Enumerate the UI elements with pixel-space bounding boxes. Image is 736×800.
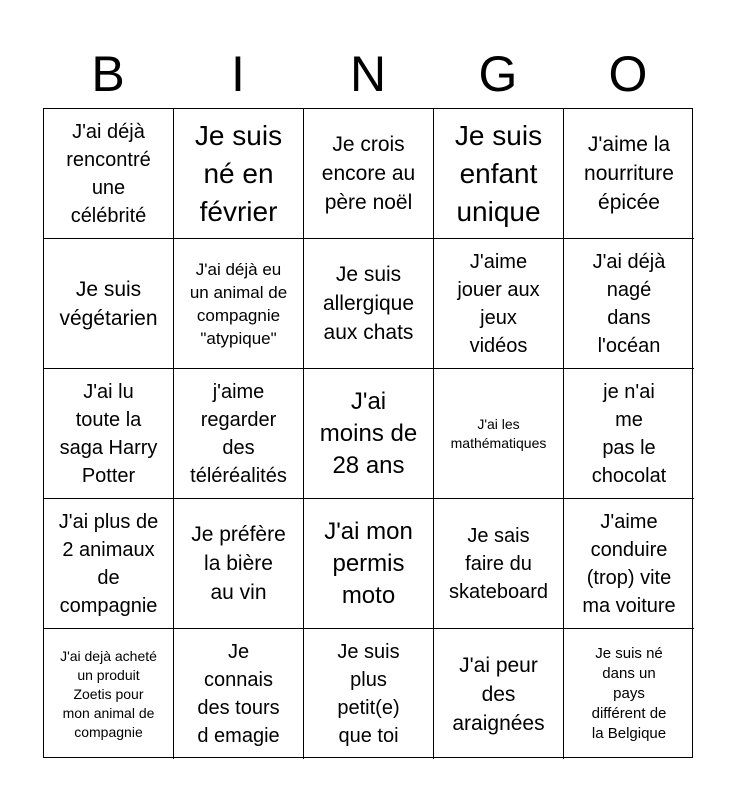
bingo-cell[interactable] — [304, 109, 434, 239]
cell-text: J'ai plus de 2 animaux de compagnie — [58, 510, 159, 617]
bingo-cell[interactable] — [564, 629, 694, 759]
bingo-cell[interactable] — [434, 499, 564, 629]
bingo-board — [43, 108, 693, 758]
cell-text: Je suis né en février — [194, 119, 283, 227]
cell-text: Je suis plus petit(e) que toi — [337, 641, 400, 747]
cell-text: Je crois encore au père noël — [321, 133, 416, 214]
bingo-cell[interactable] — [564, 239, 694, 369]
bingo-cell[interactable] — [174, 239, 304, 369]
header-letter-o: O — [608, 46, 648, 102]
bingo-cell[interactable] — [44, 109, 174, 239]
cell-text: Je connais des tours d emagie — [197, 641, 280, 747]
cell-text: J'aime conduire (trop) vite ma voiture — [582, 510, 676, 617]
cell-text: J'ai déjà eu un animal de compagnie "atypique" — [189, 259, 288, 348]
bingo-cell[interactable] — [44, 369, 174, 499]
bingo-cell[interactable] — [564, 499, 694, 629]
bingo-cell[interactable] — [304, 499, 434, 629]
bingo-cell[interactable] — [304, 369, 434, 499]
cell-text: Je suis enfant unique — [454, 119, 543, 227]
bingo-cell[interactable] — [304, 629, 434, 759]
bingo-cell[interactable] — [174, 499, 304, 629]
header-letter-g: G — [478, 46, 518, 102]
bingo-header — [43, 40, 693, 108]
bingo-cell[interactable] — [434, 239, 564, 369]
cell-text: je n'ai me pas le chocolat — [591, 380, 667, 487]
bingo-cell[interactable] — [44, 499, 174, 629]
cell-text: Je suis né dans un pays différent de la Belgique — [591, 645, 667, 742]
cell-text: Je sais faire du skateboard — [449, 524, 548, 603]
cell-text: J'ai lu toute la saga Harry Potter — [59, 380, 158, 487]
cell-text: j'aime regarder des téléréalités — [190, 380, 287, 487]
bingo-cell[interactable] — [564, 369, 694, 499]
bingo-cell[interactable] — [44, 629, 174, 759]
cell-text: J'aime la nourriture épicée — [584, 133, 674, 214]
bingo-cell[interactable] — [304, 239, 434, 369]
bingo-cell[interactable] — [174, 369, 304, 499]
cell-text: Je préfère la bière au vin — [191, 523, 286, 604]
cell-text: J'ai les mathématiques — [450, 415, 547, 451]
bingo-cell[interactable] — [44, 239, 174, 369]
cell-text: J'ai déjà nagé dans l'océan — [592, 250, 666, 357]
cell-text: J'ai peur des araignées — [452, 653, 545, 735]
cell-text: J'aime jouer aux jeux vidéos — [457, 250, 540, 357]
cell-text: Je suis allergique aux chats — [322, 263, 415, 344]
header-letter-b: B — [91, 46, 125, 102]
bingo-cell[interactable] — [434, 629, 564, 759]
bingo-cell[interactable] — [434, 109, 564, 239]
bingo-cell[interactable] — [174, 629, 304, 759]
cell-text: J'ai mon permis moto — [324, 517, 413, 609]
cell-text: J'ai déjà rencontré une célébrité — [66, 120, 151, 227]
bingo-cell[interactable] — [564, 109, 694, 239]
bingo-cell[interactable] — [434, 369, 564, 499]
bingo-cell[interactable] — [174, 109, 304, 239]
header-letter-n: N — [349, 46, 387, 102]
cell-text: J'ai dejà acheté un produit Zoetis pour mon animal de compagnie — [60, 647, 157, 740]
cell-text: J'ai moins de 28 ans — [319, 387, 418, 479]
cell-text: Je suis végétarien — [59, 277, 158, 330]
header-letter-i: I — [231, 46, 245, 102]
